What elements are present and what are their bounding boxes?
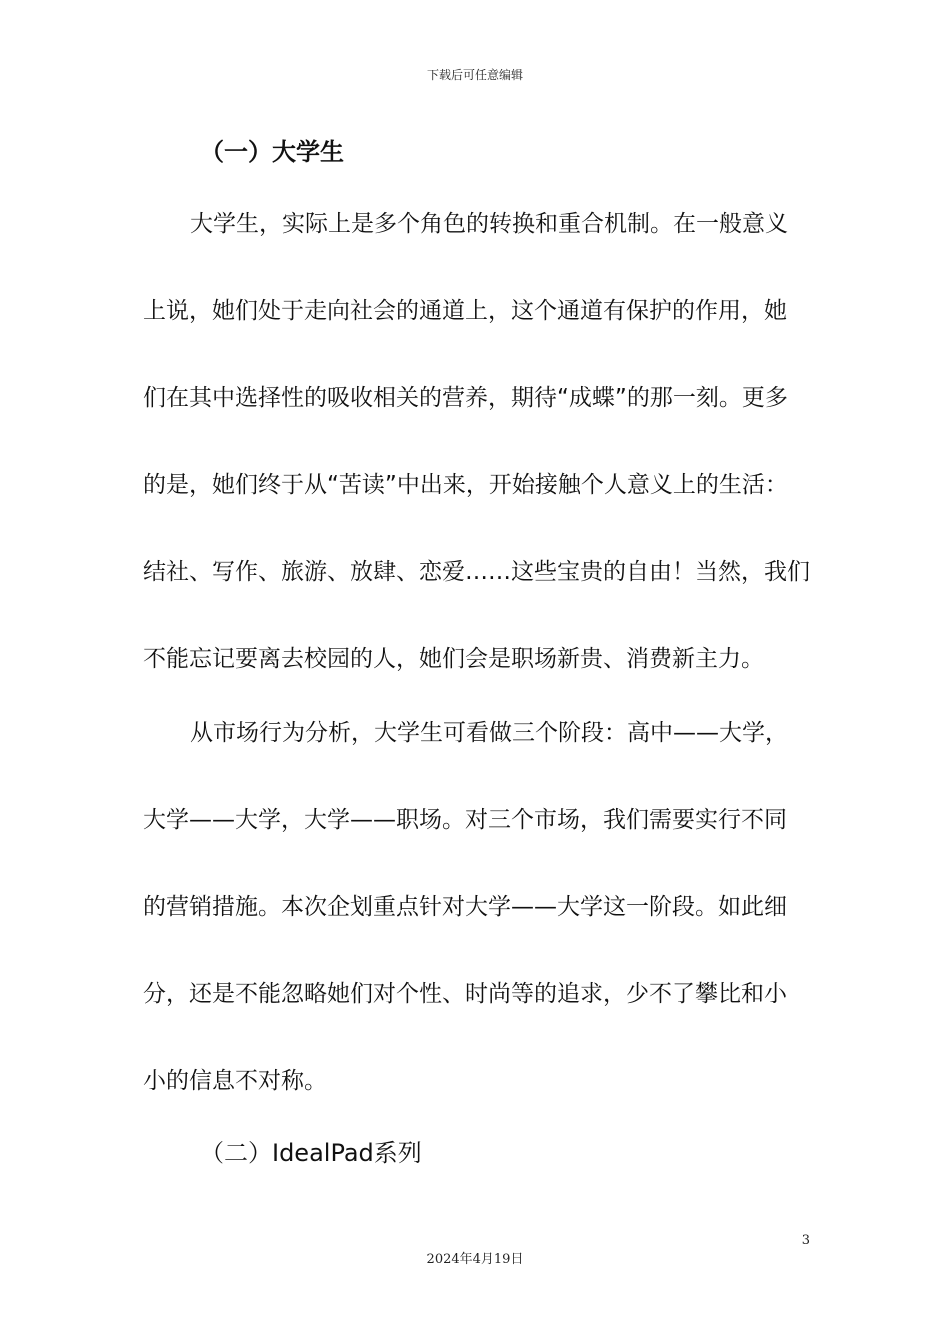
section-heading-idealpad: （二）IdealPad系列 — [200, 1139, 422, 1167]
section-heading-students: （一）大学生 — [200, 138, 344, 166]
paragraph-line: 不能忘记要离去校园的人，她们会是职场新贵、消费新主力。 — [143, 646, 764, 672]
paragraph-line: 结社、写作、旅游、放肆、恋爱……这些宝贵的自由！当然，我们 — [143, 559, 810, 585]
footer-date: 2024年4月19日 — [426, 1252, 524, 1267]
paragraph-line: 的是，她们终于从“苦读”中出来，开始接触个人意义上的生活： — [143, 472, 788, 498]
paragraph-line: 的营销措施。本次企划重点针对大学——大学这一阶段。如此细 — [143, 894, 787, 920]
paragraph-line: 上说，她们处于走向社会的通道上，这个通道有保护的作用，她 — [143, 298, 787, 324]
paragraph-line: 们在其中选择性的吸收相关的营养，期待“成蝶”的那一刻。更多 — [143, 385, 788, 411]
header-note: 下载后可任意编辑 — [426, 68, 523, 82]
paragraph-line: 大学生，实际上是多个角色的转换和重合机制。在一般意义 — [190, 211, 788, 237]
page-number: 3 — [801, 1233, 810, 1248]
paragraph-line: 小的信息不对称。 — [143, 1068, 327, 1094]
paragraph-line: 大学——大学，大学——职场。对三个市场，我们需要实行不同 — [143, 807, 787, 833]
paragraph-line: 分，还是不能忽略她们对个性、时尚等的追求，少不了攀比和小 — [143, 981, 787, 1007]
paragraph-line: 从市场行为分析，大学生可看做三个阶段：高中——大学， — [190, 720, 788, 746]
